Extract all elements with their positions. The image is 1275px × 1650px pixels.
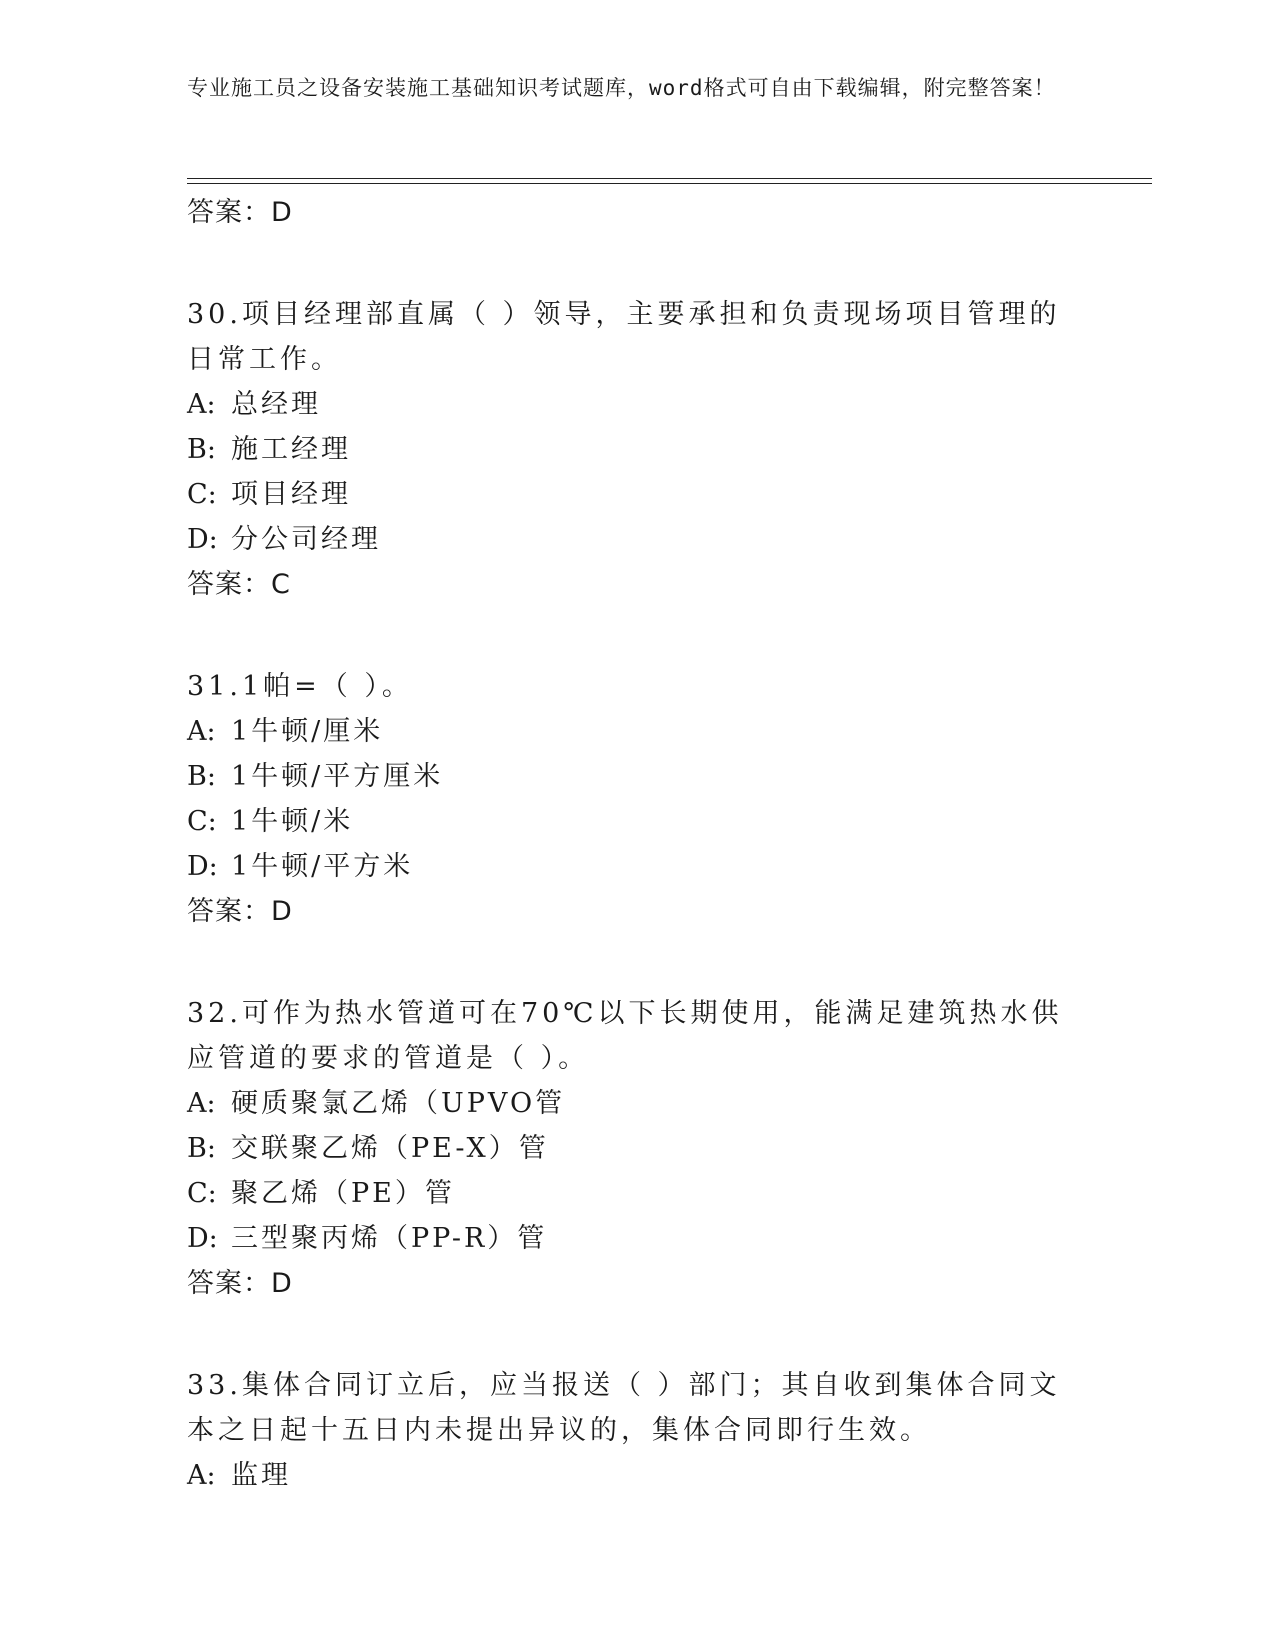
option-letter: C: bbox=[187, 806, 217, 837]
answer-line: 答案：D bbox=[187, 896, 293, 927]
option-c bbox=[187, 472, 1107, 517]
option-a bbox=[187, 382, 1107, 427]
option-letter: C: bbox=[187, 479, 217, 510]
option-letter: A: bbox=[187, 389, 216, 420]
question-stem: 32.可作为热水管道可在70℃以下长期使用，能满足建筑热水供应管道的要求的管道是（ ）。 bbox=[187, 998, 1063, 1074]
question-stem: 31.1帕=（ ）。 bbox=[187, 671, 413, 702]
option-text: 总经理 bbox=[231, 389, 321, 420]
option-b bbox=[187, 427, 1107, 472]
option-text: 分公司经理 bbox=[231, 524, 381, 555]
option-text: 施工经理 bbox=[231, 434, 351, 465]
option-text: 监理 bbox=[231, 1460, 291, 1491]
option-letter: B: bbox=[187, 761, 216, 792]
question-stem: 33.集体合同订立后，应当报送（ ）部门；其自收到集体合同文本之日起十五日内未提出异议的，集体合同即行生效。 bbox=[187, 1370, 1061, 1446]
option-letter: A: bbox=[187, 1088, 216, 1119]
option-text: 1牛顿/厘米 bbox=[231, 716, 384, 747]
option-b bbox=[187, 754, 1107, 799]
option-letter: D: bbox=[187, 524, 218, 555]
document-header: 专业施工员之设备安装施工基础知识考试题库，word格式可自由下载编辑，附完整答案！ bbox=[187, 76, 1056, 100]
option-d bbox=[187, 517, 1107, 562]
answer-line: 答案：C bbox=[187, 569, 291, 600]
option-letter: B: bbox=[187, 434, 216, 465]
question-32 bbox=[187, 991, 1107, 1307]
option-letter: A: bbox=[187, 716, 216, 747]
option-text: 硬质聚氯乙烯（UPVO管 bbox=[231, 1088, 566, 1119]
option-letter: A: bbox=[187, 1460, 216, 1491]
answer-line: 答案：D bbox=[187, 1268, 293, 1299]
option-text: 三型聚丙烯（PP-R）管 bbox=[231, 1223, 548, 1254]
option-text: 1牛顿/米 bbox=[231, 806, 354, 837]
header-divider-top bbox=[187, 178, 1152, 179]
option-letter: D: bbox=[187, 851, 218, 882]
header-divider-bottom bbox=[187, 183, 1152, 184]
option-c bbox=[187, 1171, 1107, 1216]
option-text: 交联聚乙烯（PE-X）管 bbox=[231, 1133, 549, 1164]
option-a bbox=[187, 709, 1107, 754]
question-30 bbox=[187, 292, 1107, 608]
option-a bbox=[187, 1081, 1107, 1126]
option-d bbox=[187, 1216, 1107, 1261]
option-a bbox=[187, 1453, 1107, 1498]
option-b bbox=[187, 1126, 1107, 1171]
option-c bbox=[187, 799, 1107, 844]
option-text: 1牛顿/平方米 bbox=[231, 851, 414, 882]
option-text: 项目经理 bbox=[231, 479, 351, 510]
option-d bbox=[187, 844, 1107, 889]
answer-line: 答案：D bbox=[187, 197, 293, 228]
question-stem: 30.项目经理部直属（ ）领导，主要承担和负责现场项目管理的日常工作。 bbox=[187, 299, 1061, 375]
question-list bbox=[187, 190, 1107, 1498]
option-text: 聚乙烯（PE）管 bbox=[231, 1178, 455, 1209]
option-letter: B: bbox=[187, 1133, 216, 1164]
option-letter: D: bbox=[187, 1223, 218, 1254]
option-text: 1牛顿/平方厘米 bbox=[231, 761, 444, 792]
question-33 bbox=[187, 1363, 1107, 1498]
question-31 bbox=[187, 664, 1107, 935]
option-letter: C: bbox=[187, 1178, 217, 1209]
